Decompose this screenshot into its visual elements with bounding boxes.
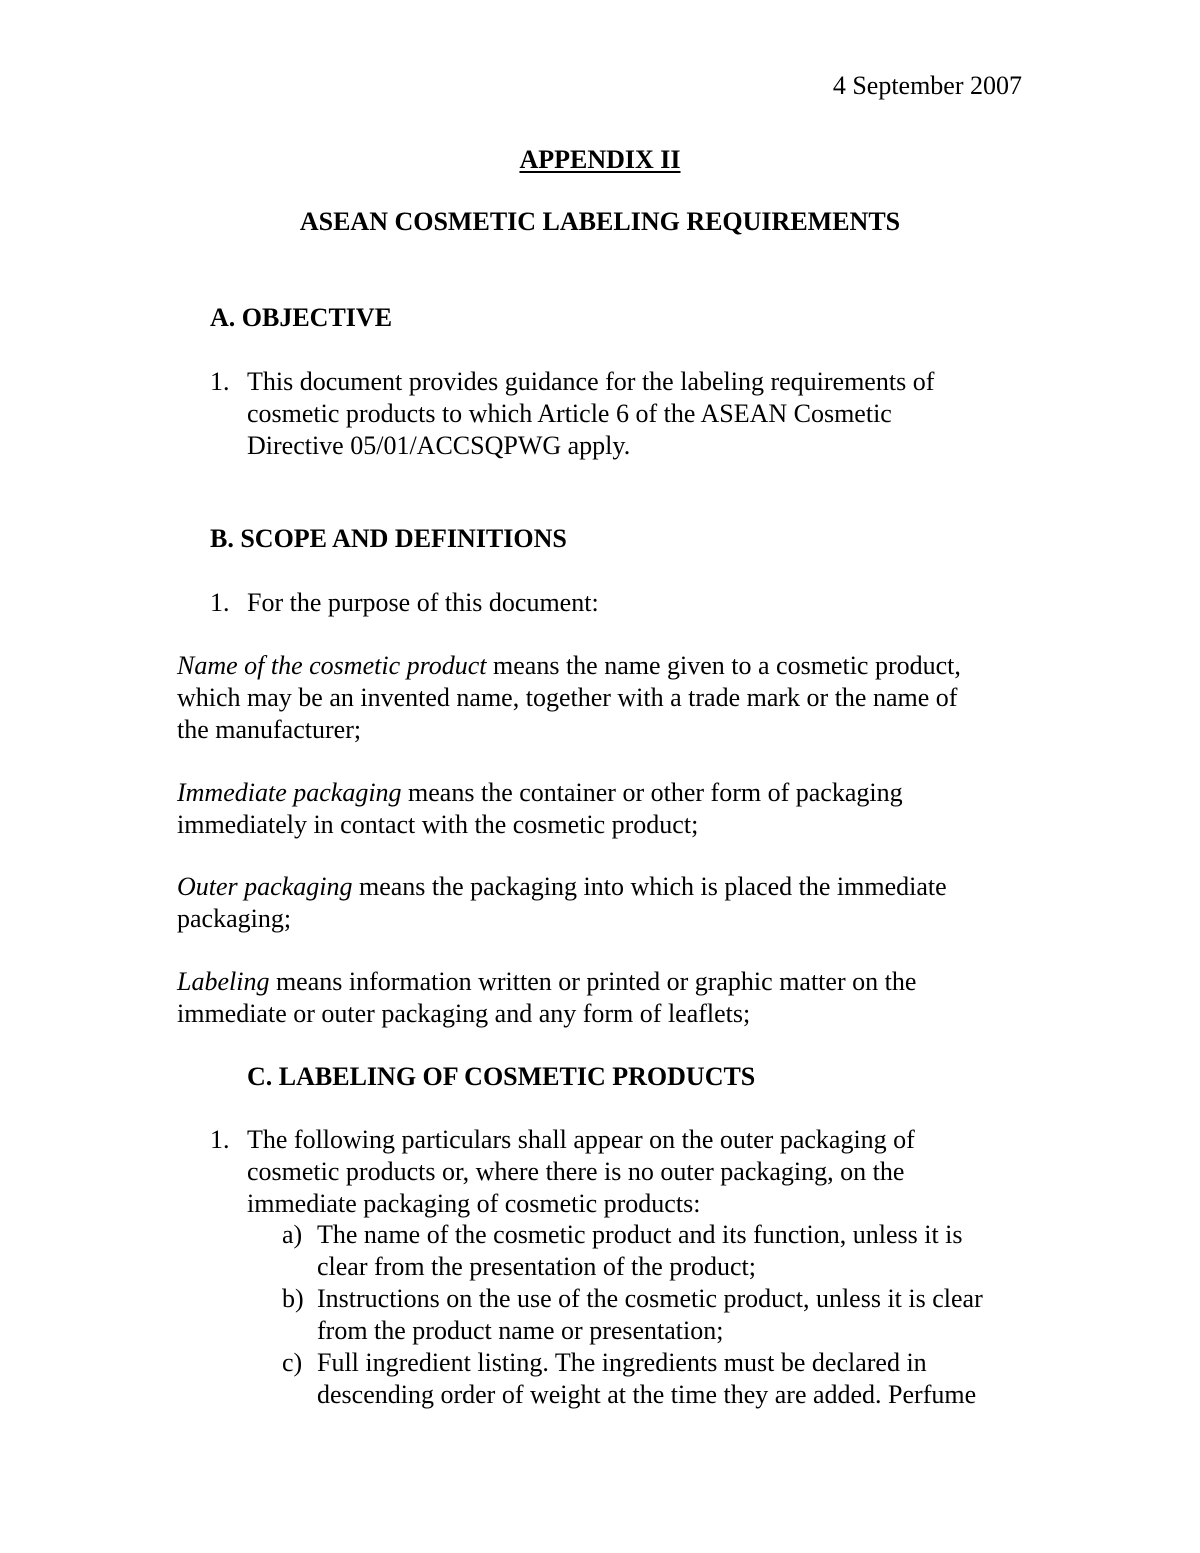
section-a-item-number: 1. (210, 367, 230, 396)
subitem-line: clear from the presentation of the product; (317, 1252, 756, 1281)
subitem-line: Instructions on the use of the cosmetic product, unless it is clear (317, 1284, 983, 1313)
section-b-heading: B. SCOPE AND DEFINITIONS (210, 524, 567, 553)
section-c-item-number: 1. (210, 1125, 230, 1154)
section-b-item-number: 1. (210, 588, 230, 617)
definition-outer-packaging (177, 871, 947, 903)
subitem-line: Full ingredient listing. The ingredients must be declared in (317, 1348, 927, 1377)
definition-line: the manufacturer; (177, 715, 362, 744)
section-b-item-text: For the purpose of this document: (247, 588, 599, 617)
appendix-title: APPENDIX II (519, 145, 681, 174)
definition-labeling (177, 966, 916, 998)
definition-name-of-product (177, 650, 961, 682)
definition-text: means the container or other form of packaging (401, 778, 903, 807)
section-c-item-line: immediate packaging of cosmetic products: (247, 1189, 701, 1218)
definition-term: Immediate packaging (177, 778, 402, 807)
section-a-item-line: Directive 05/01/ACCSQPWG apply. (247, 431, 631, 460)
definition-text: means information written or printed or graphic matter on the (269, 967, 917, 996)
section-a-heading: A. OBJECTIVE (210, 303, 393, 332)
definition-term: Labeling (177, 967, 270, 996)
section-a-item-line: This document provides guidance for the labeling requirements of (247, 367, 935, 396)
definition-term: Name of the cosmetic product (177, 651, 487, 680)
section-c-heading: C. LABELING OF COSMETIC PRODUCTS (247, 1062, 756, 1091)
subitem-label: a) (282, 1220, 303, 1249)
document-date: 4 September 2007 (832, 71, 1022, 100)
subitem-line: The name of the cosmetic product and its function, unless it is (317, 1220, 963, 1249)
section-c-item-line: cosmetic products or, where there is no outer packaging, on the (247, 1157, 905, 1186)
subitem-label: c) (282, 1348, 303, 1377)
document-title: ASEAN COSMETIC LABELING REQUIREMENTS (299, 207, 901, 236)
definition-text: means the packaging into which is placed the immediate (352, 872, 947, 901)
subitem-line: descending order of weight at the time they are added. Perfume (317, 1380, 977, 1409)
definition-term: Outer packaging (177, 872, 353, 901)
section-a-item-line: cosmetic products to which Article 6 of the ASEAN Cosmetic (247, 399, 892, 428)
definition-line: which may be an invented name, together with a trade mark or the name of (177, 683, 958, 712)
section-c-item-line: The following particulars shall appear on the outer packaging of (247, 1125, 915, 1154)
definition-line: packaging; (177, 904, 292, 933)
definition-line: immediately in contact with the cosmetic product; (177, 810, 699, 839)
subitem-line: from the product name or presentation; (317, 1316, 724, 1345)
subitem-label: b) (282, 1284, 304, 1313)
definition-text: means the name given to a cosmetic product, (486, 651, 961, 680)
definition-line: immediate or outer packaging and any form of leaflets; (177, 999, 751, 1028)
definition-immediate-packaging (177, 777, 903, 809)
